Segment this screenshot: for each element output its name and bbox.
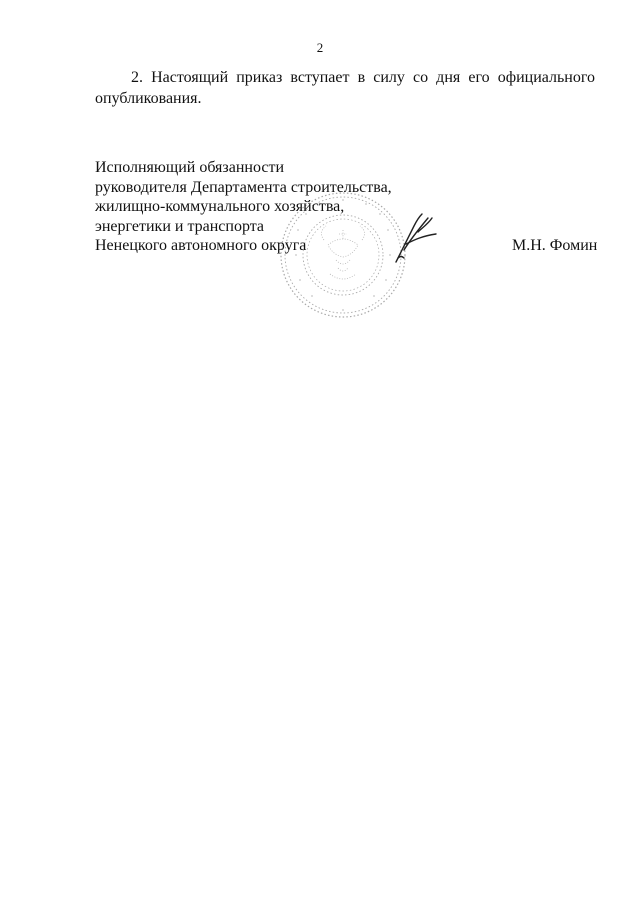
position-line: Ненецкого автономного округа — [95, 237, 307, 254]
handwritten-signature-icon — [392, 210, 442, 266]
signatory-position — [95, 158, 392, 256]
position-line: Исполняющий обязанности — [95, 159, 285, 176]
position-line: энергетики и транспорта — [95, 217, 265, 235]
position-line: жилищно-коммунального хозяйства, — [95, 198, 345, 215]
page-number: 2 — [316, 40, 324, 55]
body-paragraph: 2. Настоящий приказ вступает в силу со дня его официального опубликования. — [95, 69, 595, 107]
signer-name: М.Н. Фомин — [512, 237, 598, 254]
position-line: руководителя Департамента строительства, — [95, 178, 392, 196]
